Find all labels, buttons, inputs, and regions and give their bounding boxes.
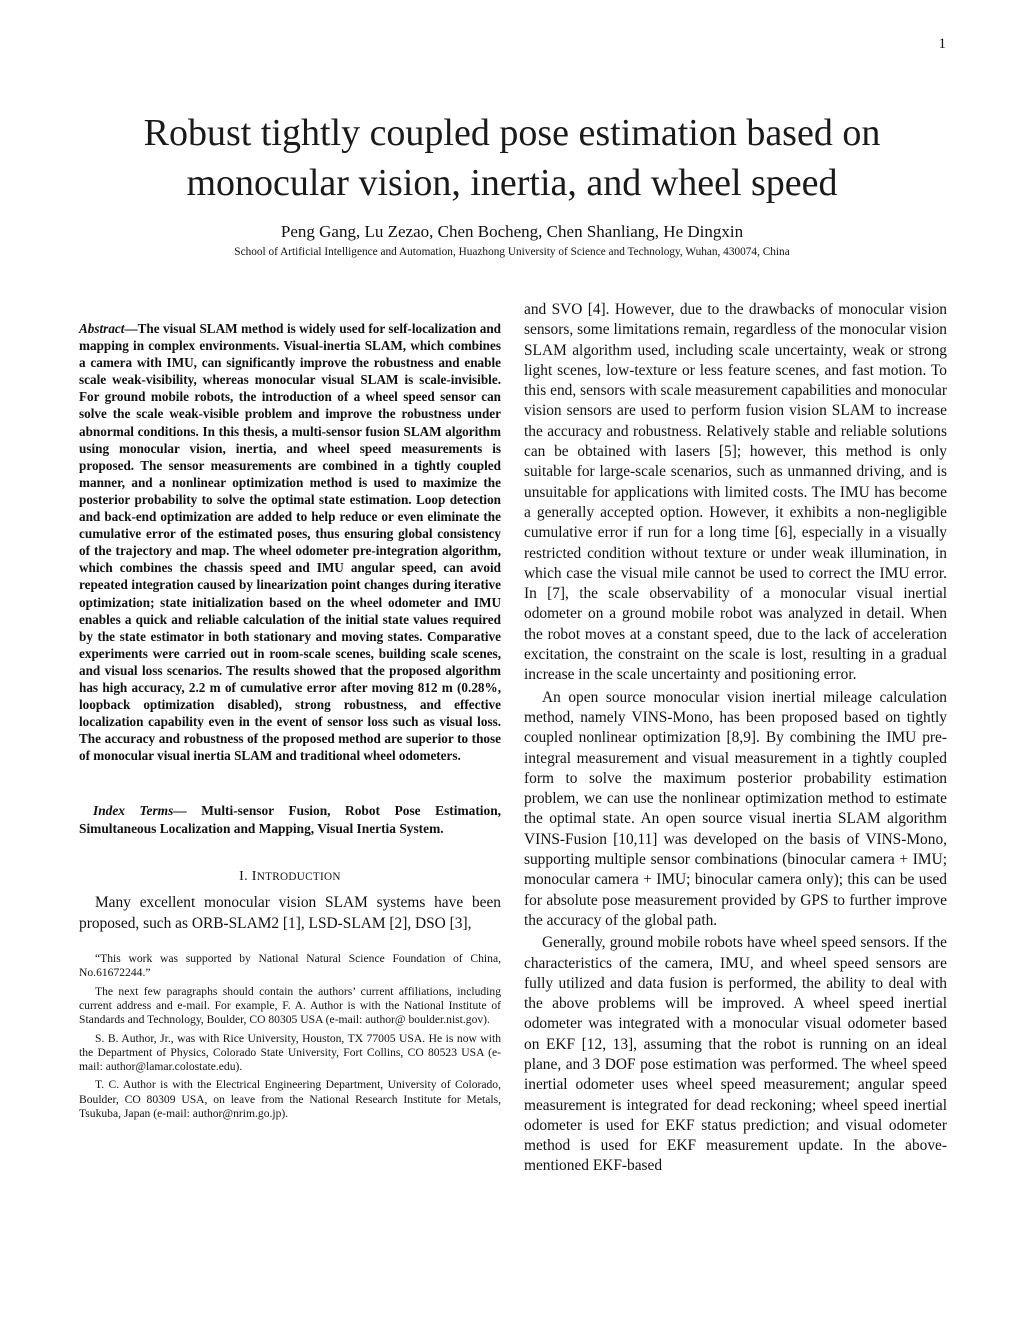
section-title-initial: I (251, 869, 257, 885)
left-column (79, 320, 501, 1125)
section-heading-introduction (79, 869, 501, 885)
author-list: Peng Gang, Lu Zezao, Chen Bocheng, Chen Shanliang, He Dingxin (280, 222, 744, 241)
title-line-1: Robust tightly coupled pose estimation based on (143, 112, 881, 154)
footnote-funding: “This work was supported by National Natural Science Foundation of China, No.61672244.” (79, 952, 501, 980)
footnote-author-2: S. B. Author, Jr., was with Rice University, Houston, TX 77005 USA. He is now with the Department of Physics, Colorado State University, Fort Collins, CO 80523 USA (e-mail: author@lamar.colostate.edu). (79, 1031, 501, 1074)
body-paragraph: An open source monocular vision inertial mileage calculation method, namely VINS-Mono, has been proposed based on tightly coupled nonlinear optimization [8,9]. By combining the IMU pre-integral measurement and visual measurement in a tightly coupled form to solve the maximum posterior probability estimation problem, we can use the nonlinear optimization method to estimate the optimal state. An open source visual inertia SLAM algorithm VINS-Fusion [10,11] was developed on the basis of VINS-Mono, supporting multiple sensor combinations (binocular camera + IMU; monocular camera + IMU; binocular camera only); this can be used for absolute pose measurement provided by GPS to further improve the accuracy of the global path. (524, 688, 947, 929)
footnote-affiliations: The next few paragraphs should contain the authors’ current affiliations, including current address and e-mail. For example, F. A. Author is with the National Institute of Standards and Technology, Boulder, CO 80305 USA (e-mail: author@ boulder.nist.gov). (79, 984, 501, 1027)
footnote-author-3: T. C. Author is with the Electrical Engineering Department, University of Colorado, Boulder, CO 80309 USA, on leave from the National Research Institute for Metals, Tsukuba, Japan (e-mail: author@nrim.go.jp). (79, 1078, 501, 1120)
body-paragraph: Generally, ground mobile robots have wheel speed sensors. If the characteristics of the camera, IMU, and wheel speed sensors are fully utilized and data fusion is performed, the ability to deal with the above problems will be improved. A wheel speed inertial odometer was integrated with a monocular visual odometer based on EKF [12, 13], assuming that the robot is running on an ideal plane, and 3 DOF pose estimation was performed. The wheel speed inertial odometer uses wheel speed measurement; angular speed measurement is integrated for dead reckoning; wheel speed inertial odometer is used for EKF status prediction; and visual odometer method is used for EKF measurement update. In the above-mentioned EKF-based (524, 934, 947, 1175)
abstract-text: —The visual SLAM method is widely used for self-localization and mapping in complex environments. Visual-inertia SLAM, which combines a camera with IMU, can significantly improve the robustness and enable scale weak-visibility, whereas monocular visual SLAM is scale-invisible. For ground mobile robots, the introduction of a wheel speed sensor can solve the scale weak-visible problem and improve the robustness under abnormal conditions. In this thesis, a multi-sensor fusion SLAM algorithm using monocular vision, inertia, and wheel speed measurements is proposed. The sensor measurements are combined in a tightly coupled manner, and a nonlinear optimization method is used to maximize the posterior probability to solve the optimal state estimation. Loop detection and back-end optimization are added to help reduce or even eliminate the cumulative error of the estimated poses, thus ensuring global consistency of the trajectory and map. The wheel odometer pre-integration algorithm, which combines the chassis speed and IMU angular speed, can avoid repeated integration caused by linearization point changes during iterative optimization; state initialization based on the wheel odometer and IMU enables a quick and reliable calculation of the initial state values required by the state estimator in both stationary and moving states. Comparative experiments were carried out in room-scale scenes, building scale scenes, and visual loss scenarios. The results showed that the proposed algorithm has high accuracy, 2.2 m of cumulative error after moving 812 m (0.28%, loopback optimization disabled), strong robustness, and effective localization capability even in the event of sensor loss such as visual loss. The accuracy and robustness of the proposed method are superior to those of monocular visual inertia SLAM and traditional wheel odometers. (79, 321, 501, 764)
section-title (252, 869, 341, 884)
footnotes (79, 952, 501, 1121)
right-column (524, 300, 947, 1177)
abstract (79, 320, 501, 764)
section-number: I. (239, 869, 248, 885)
section-title-rest: NTRODUCTION (256, 871, 341, 884)
intro-paragraph: Many excellent monocular vision SLAM systems have been proposed, such as ORB-SLAM2 [1], LSD-SLAM [2], DSO [3], (79, 894, 501, 932)
index-terms (79, 802, 501, 837)
page-number: 1 (938, 36, 946, 52)
body-paragraph: and SVO [4]. However, due to the drawbacks of monocular vision sensors, some limitations remain, regardless of the monocular vision SLAM algorithm used, including scale uncertainty, weak or strong light scenes, low-texture or less feature scenes, and fast motion. To this end, sensors with scale measurement capabilities and monocular vision sensors are used to perform fusion vision SLAM to increase the accuracy and robustness. Relatively stable and reliable solutions can be obtained with lasers [5]; however, this method is only suitable for large-scale scenarios, such as unmanned driving, and is unsuitable for applications with limited costs. The IMU has become a generally accepted option. However, it exhibits a non-negligible cumulative error if run for a long time [6], especially in a visually restricted condition without texture or under weak illumination, in which case the visual mile cannot be used to correct the IMU error. In [7], the scale observability of a monocular visual inertial odometer on a ground mobile robot was analyzed in detail. When the robot moves at a constant speed, due to the lack of acceleration excitation, the constraint on the scale is lost, resulting in a gradual increase in the scale uncertainty and positioning error. (524, 301, 947, 684)
title-line-2: monocular vision, inertia, and wheel speed (186, 162, 838, 204)
affiliation: School of Artificial Intelligence and Automation, Huazhong University of Science and Technology, Wuhan, 430074, China (234, 246, 790, 258)
paper-title (60, 108, 964, 208)
index-terms-lead: Index Terms (93, 803, 174, 819)
index-terms-text: — Multi-sensor Fusion, Robot Pose Estimation, Simultaneous Localization and Mapping, Visual Inertia System. (79, 803, 501, 836)
abstract-lead: Abstract (79, 321, 125, 336)
